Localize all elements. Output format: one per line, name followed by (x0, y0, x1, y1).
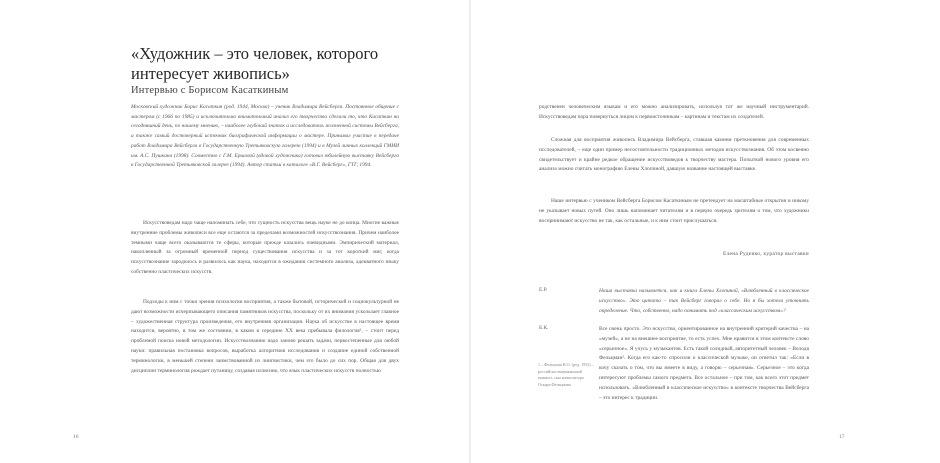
curator-signature: Елена Руденко, куратор выставки (722, 251, 809, 257)
question-text: Наша выставка называется, как и книга Елены Хлопиной, «Влюбленный в классическое искусство». Это цитата – так Вейсберг говорил о себе. Но я бы хотела уточнить определение. Что, собственно, надо понимать под «классическим искусством»? (599, 288, 809, 314)
left-page (0, 0, 469, 463)
speaker-label: Б.К. (539, 325, 549, 331)
body-paragraph-1: Искусствоведам надо чаще напоминать себе, что сущность искусства вещь науке не до конца. Многие важные внутренние проблемы живописи все еще остаются за пределами возможностей искусствознания. Причем наиболее темными чаще всего оказываются те сферы, которые прежде казались очевидными. Эмпирический материал, накопленный за огромный временной период существования искусства и за тот короткий миг, когда искусствознание зародилось и развилось как наука, находится в ожидании системного анализа, адекватного языку собственно пластических искусств. (131, 220, 399, 275)
intro-paragraph: Московский художник Борис Касаткин (род. 1944, Москва) – ученик Владимира Вейсберга. Постоянное общение с мастером (с 1966 по 1985) и исключительно внимательный анализ его творчества сделали то, что Касаткин на сегодняшний день, по нашему мнению, – наиболее глубокий знаток и исследователь жизненной системы Вейсберга, а также самый достоверный источник биографической информации о мастере. Принимал участие в передаче работ Владимира Вейсберга в Государственную Третьяковскую галерею (1994) и в Музей личных коллекций ГМИИ им. А.С. Пушкина (1998). Совместно с Г.М. Ершовой (вдовой художника) готовил юбилейную выставку Вейсберга в Государственной Третьяковской галерее (1994). Автор статьи в каталоге «В.Г. Вейсберг», ГТГ, 1994. (131, 104, 399, 169)
answer-text: Все очень просто. Это искусство, ориентированное на внутренний критерий качества – на «музей», а не на внешнее восприятие, то есть успех. Мне нравится в этом контексте слово «серьезное». Я учусь у музыкантов. Есть такой солидный, авторитетный человек – Володя Фельцман². Когда его как-то спросили о классической музыке, он ответил так: «Если в кочу сказать о том, что вы имеете в виду, а говорю – серьезная». Серьезное – это когда интересуют проблемы самого предмета. Все остальное – при том, как всего этот предмет использовать. «Влюбленный в классическое искусство» в контексте творчества Вейсберга – это интерес к традиции. (599, 326, 809, 401)
page-number-left: 16 (73, 434, 79, 440)
right-paragraph-2: Сложная для восприятия живопись Владимира Вейсберга, ставшая камнем преткновения для современных исследователей, – еще один пример несостоятельности традиционных методов искусствознания. Об этом косвенно свидетельствует и крайне редкое обращение искусствоведов к творчеству мастера. Попыткой нового уровня его анализа можно считать монографию Елены Хлопиной, давшую название настоящей выставке. (539, 137, 809, 173)
footnote: 1 – Фельцман В.О. (род. 1952) – российско-американский пианист, сын композитора Оскара Фельцмана (538, 362, 594, 387)
page-number-right: 17 (839, 434, 845, 440)
body-paragraph-2: Подходы к ним с точки зрения психологии восприятия, а также бытовой, исторической и социокультурной не дают возможности исчерпывающего описания памятников искусства, поскольку от их внимания ускользает главное – художественная структура произведения, его внутренняя организация. Наука об искусстве в настоящее время находится, вероятно, в том же состоянии, в каком в середине XX века пребывала филология¹, – стоит перед проблемой поиска новой методологии. Искусствознанию надо заново решать задачи, первостепенные для любой науки: правильная постановка вопросов, выработка алгоритмов исследования и создание единой собственной терминологии, в меньшей степени заимствованной из лингвистики, чем это было до сих пор. Общая для двух дисциплин терминология рождает путаницу, создавая иллюзию, что язык пластических искусств полностью (131, 299, 399, 374)
speaker-label: Е.Р. (539, 287, 548, 293)
right-paragraph-1: родственен человеческим языкам и его можно анализировать, используя тот же научный инструментарий. Искусствоведам пора повернуться лицом к первоисточникам – картинам и текстам их создателей. (539, 104, 809, 120)
interview-subtitle: Интервью с Борисом Касаткиным (131, 85, 289, 96)
page-title: «Художник – это человек, которого интересует живопись» (131, 44, 379, 83)
right-paragraph-3: Наше интервью с учеником Вейсберга Борисом Касаткиным не претендует на масштабные открытия и никому не указывает новых путей. Оно лишь напоминает читателям и в первую очередь зрителям о том, что художники воспринимают искусство не так, как остальные, и к ним стоит прислушаться. (539, 198, 809, 224)
right-page (471, 0, 940, 463)
